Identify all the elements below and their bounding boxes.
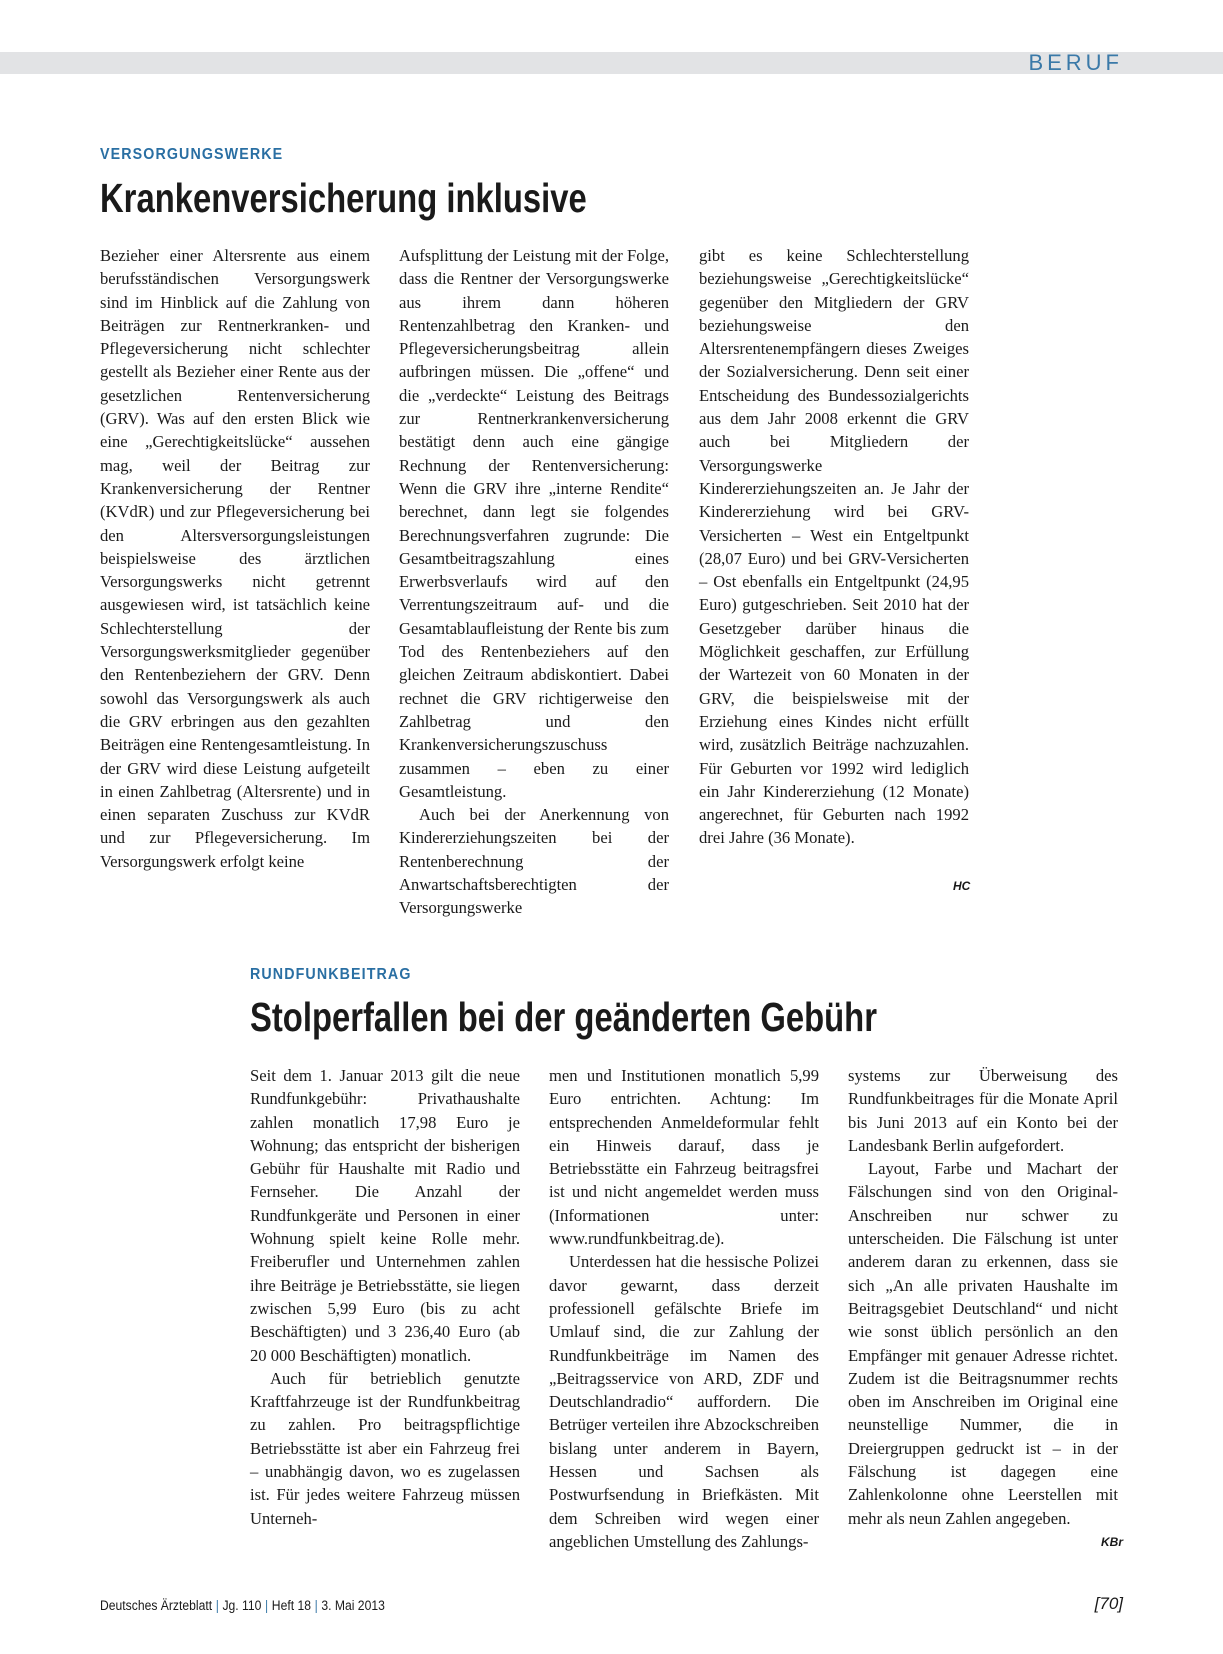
paragraph: Auch bei der Anerkennung von Kindererziehungszeiten bei der Rentenberechnung der Anwartschaftsberechtigten der Versorgungswerke: [399, 805, 669, 918]
paragraph: Aufsplittung der Leistung mit der Folge, dass die Rentner der Versorgungswerke aus ihrem dann höheren Rentenzahlbetrag den Kranken- und Pflegeversicherungsbeitrag allein aufbringen müssen. Die „offene“ und die „verdeckte“ Leistung des Beitrags zur Rentnerkrankenversicherung bestätigt denn auch eine gängige Rechnung der Rentenversicherung: Wenn die GRV ihre „interne Rendite“ berechnet, dann legt sie folgendes Berechnungsverfahren zugrunde: Die Gesamtbeitragszahlung eines Erwerbsverlaufs wird auf den Verrentungszeitraum auf- und die Gesamtablaufleistung der Rente bis zum Tod des Rentenbeziehers auf den gleichen Zeitraum abdiskontiert. Dabei rechnet die GRV richtigerweise den Zahlbetrag und den Krankenversicherungszuschuss zusammen – eben zu einer Gesamtleistung.: [399, 246, 669, 801]
article1-headline: Krankenversicherung inklusive: [100, 175, 587, 221]
journal-name: Deutsches Ärzteblatt: [100, 1598, 213, 1613]
article2-column-3: [848, 1064, 1118, 1530]
paragraph: systems zur Überweisung des Rundfunkbeitrages für die Monate April bis Juni 2013 auf ein Konto bei der Landesbank Berlin aufgefordert.: [848, 1066, 1118, 1155]
footer-separator: |: [215, 1598, 219, 1613]
article2-author: KBr: [1101, 1535, 1124, 1549]
article2-column-1: [250, 1064, 520, 1530]
paragraph: Auch für betrieblich genutzte Kraftfahrzeuge ist der Rundfunkbeitrag zu zahlen. Pro beitragspflichtige Betriebsstätte ist aber ein Fahrzeug frei – unabhängig davon, wo es zugelassen ist. Für jedes weitere Fahrzeug müssen Unterneh-: [250, 1368, 520, 1528]
footer: [100, 1598, 385, 1613]
volume: Jg. 110: [222, 1598, 262, 1613]
article1-column-2: [399, 244, 669, 920]
article2-kicker: RUNDFUNKBEITRAG: [250, 966, 412, 983]
paragraph: Bezieher einer Altersrente aus einem berufsständischen Versorgungswerk sind im Hinblick auf die Zahlung von Beiträgen zur Rentnerkranken- und Pflegeversicherung nicht schlechter gestellt als Bezieher einer Rente aus der gesetzlichen Rentenversicherung (GRV). Was auf den ersten Blick wie eine „Gerechtigkeitslücke“ aussehen mag, weil der Beitrag zur Krankenversicherung der Rentner (KVdR) und zur Pflegeversicherung bei den Altersversorgungsleistungen beispielsweise des ärztlichen Versorgungswerks nicht getrennt ausgewiesen wird, ist tatsächlich keine Schlechterstellung der Versorgungswerksmitglieder gegenüber den Rentenbeziehern der GRV. Denn sowohl das Versorgungswerk als auch die GRV erbringen aus den gezahlten Beiträgen eine Rentengesamtleistung. In der GRV wird diese Leistung aufgeteilt in einen Zahlbetrag (Altersrente) und in einen separaten Zuschuss zur KVdR und zur Pflegeversicherung. Im Versorgungswerk erfolgt keine: [100, 246, 370, 871]
paragraph: gibt es keine Schlechterstellung beziehungsweise „Gerechtigkeitslücke“ gegenüber den Mitgliedern der GRV beziehungsweise den Altersrentenempfängern dieses Zweiges der Sozialversicherung. Denn seit einer Entscheidung des Bundessozialgerichts aus dem Jahr 2008 erkennt die GRV auch bei Mitgliedern der Versorgungswerke Kindererziehungszeiten an. Je Jahr der Kindererziehung wird bei GRV-Versicherten – West ein Entgeltpunkt (28,07 Euro) und bei GRV-Versicherten – Ost ebenfalls ein Entgeltpunkt (24,95 Euro) gutgeschrieben. Seit 2010 hat der Gesetzgeber darüber hinaus die Möglichkeit geschaffen, zur Erfüllung der Wartezeit von 60 Monaten in der GRV, die beispielsweise mit der Erziehung eines Kindes nicht erfüllt wird, zusätzlich Beiträge nachzuzahlen. Für Geburten vor 1992 wird lediglich ein Jahr Kindererziehung (12 Monate) angerechnet, für Geburten nach 1992 drei Jahre (36 Monate).: [699, 246, 969, 848]
article2-headline: Stolperfallen bei der geänderten Gebühr: [250, 994, 877, 1040]
paragraph: men und Institutionen monatlich 5,99 Euro entrichten. Achtung: Im entsprechenden Anmeldeformular fehlt ein Hinweis darauf, dass je Betriebsstätte ein Fahrzeug beitragsfrei ist und nicht angemeldet werden muss (Informationen unter: www.rundfunkbeitrag.de).: [549, 1066, 819, 1249]
article1-kicker: VERSORGUNGSWERKE: [100, 146, 284, 163]
section-label: BERUF: [1028, 50, 1123, 75]
issue: Heft 18: [271, 1598, 311, 1613]
paragraph: Seit dem 1. Januar 2013 gilt die neue Rundfunkgebühr: Privathaushalte zahlen monatlich 17,98 Euro je Wohnung; das entspricht der bisherigen Gebühr für Haushalte mit Radio und Fernseher. Die Anzahl der Rundfunkgeräte und Personen in einer Wohnung spielt keine Rolle mehr. Freiberufler und Unternehmen zahlen ihre Beiträge je Betriebsstätte, sie liegen zwischen 5,99 Euro (bis zu acht Beschäftigten) und 3 236,40 Euro (ab 20 000 Beschäftigten) monatlich.: [250, 1066, 520, 1365]
paragraph: Layout, Farbe und Machart der Fälschungen sind von den Original-Anschreiben nur schwer zu unterscheiden. Die Fälschung ist unter anderem daran zu erkennen, dass sie sich „An alle privaten Haushalte im Beitragsgebiet Deutschland“ und nicht wie sonst üblich persönlich an den Empfänger mit genauer Adresse richtet. Zudem ist die Beitragsnummer rechts oben im Anschreiben im Original eine neunstellige Nummer, die in Dreiergruppen gedruckt ist – in der Fälschung ist dagegen eine Zahlenkolonne ohne Leerstellen mit mehr als neun Zahlen angegeben.: [848, 1159, 1118, 1528]
article1-column-1: [100, 244, 370, 873]
article1-column-3: [699, 244, 969, 850]
page-number: [70]: [1094, 1594, 1123, 1613]
date: 3. Mai 2013: [321, 1598, 385, 1613]
paragraph: Unterdessen hat die hessische Polizei davor gewarnt, dass derzeit professionell gefälschte Briefe im Umlauf sind, die zur Zahlung der Rundfunkbeiträge im Namen des „Beitragsservice von ARD, ZDF und Deutschlandradio“ auffordern. Die Betrüger verteilen ihre Abzockschreiben bislang unter anderem in Bayern, Hessen und Sachsen als Postwurfsendung in Briefkästen. Mit dem Schreiben wird wegen einer angeblichen Umstellung des Zahlungs-: [549, 1252, 819, 1551]
footer-separator: |: [265, 1598, 269, 1613]
article2-column-2: [549, 1064, 819, 1553]
article1-author: HC: [953, 879, 971, 893]
footer-separator: |: [314, 1598, 318, 1613]
